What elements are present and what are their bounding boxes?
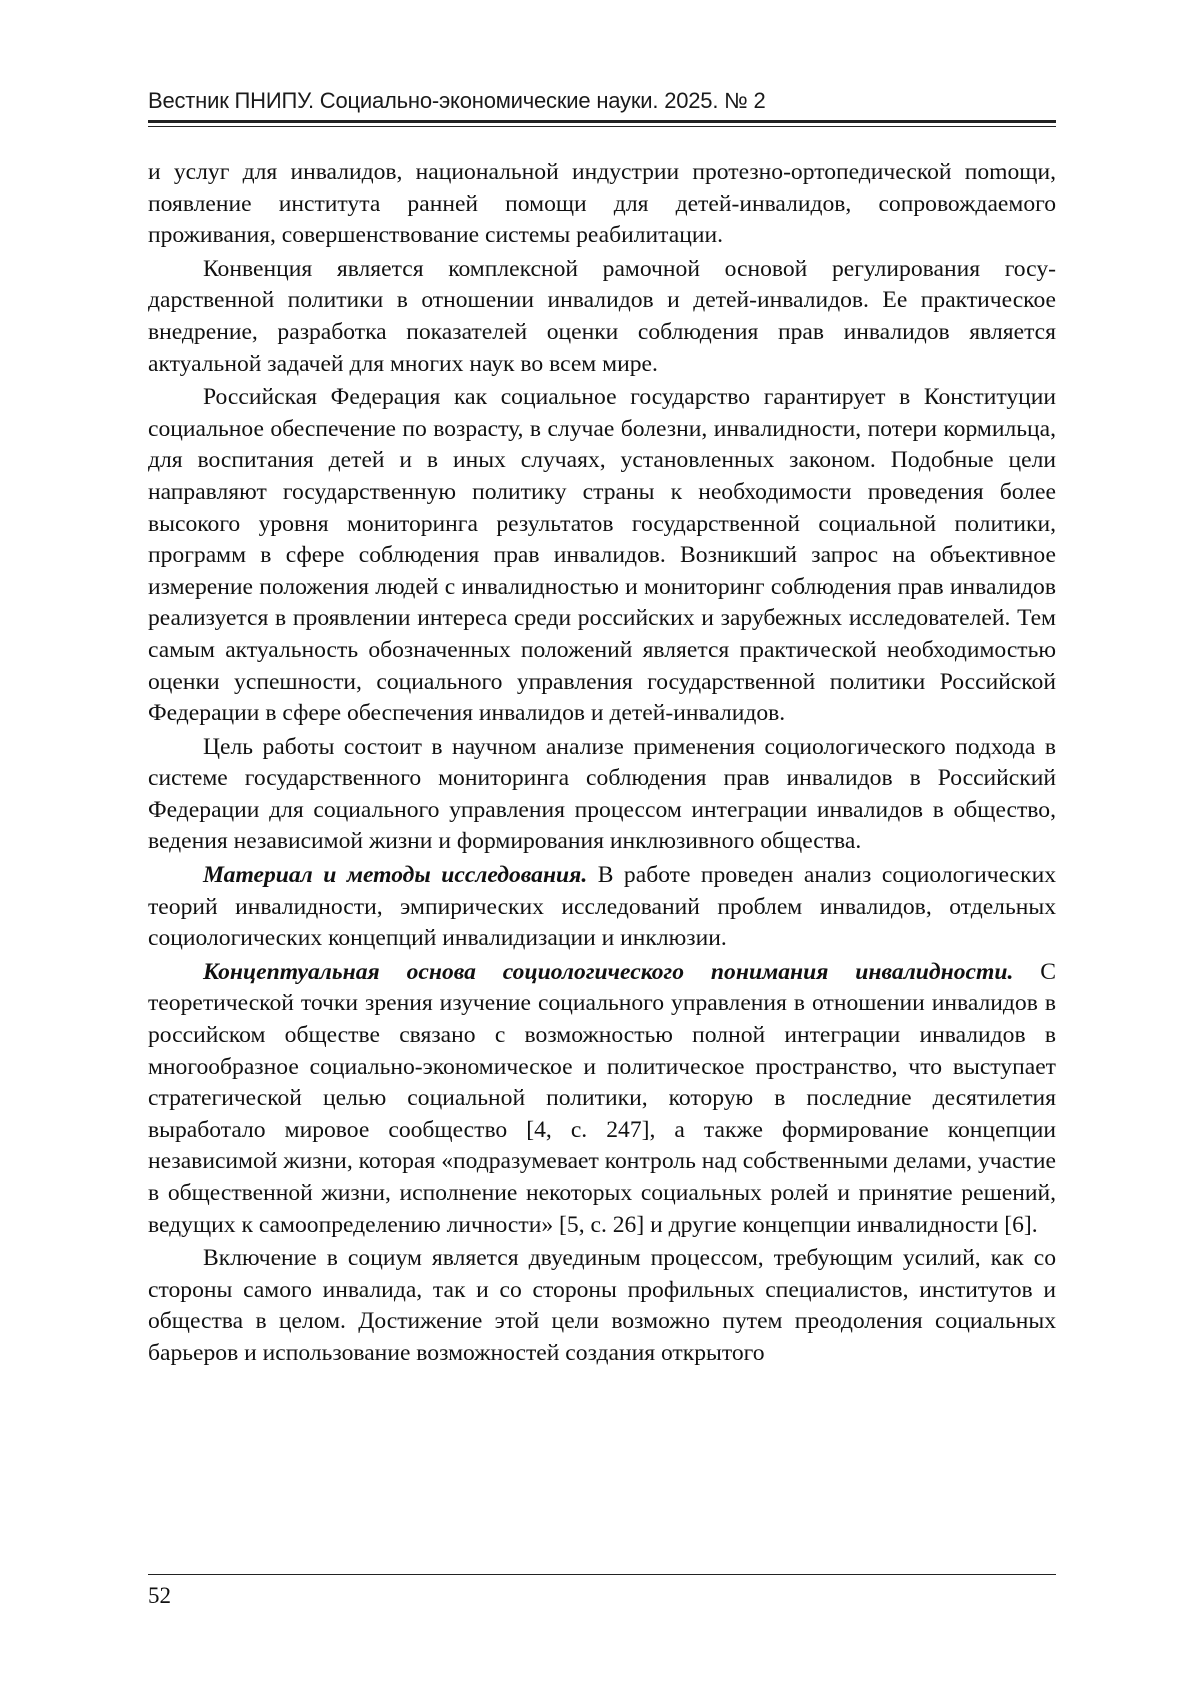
journal-title: Вестник ПНИПУ. Социально-экономические науки. 2025. № 2 <box>148 88 766 113</box>
paragraph-text: С теоретической точки зрения изучение социального управления в отношении инвалидов в российском обществе связано с возможностью полной интеграции инвалидов в многообразное социально-экономическое и политическое пространство, что выступает стратегической целью социальной политики, которую в последние десятилетия выработало мировое сообщество [4, с. 247], а также формирование концепции независимой жизни, которая «подразумевает контроль над собственными делами, участие в общественной жизни, исполнение некоторых социальных ролей и принятие решений, ведущих к самоопределению личности» [5, с. 26] и другие концепции инвалидности [6]. <box>148 958 1056 1238</box>
paragraph-text: Цель работы состоит в научном анализе применения социологического подхода в системе государственного мониторинга соблюдения прав инвалидов в Российский Федерации для социального управления процессом интеграции инвалидов в общество, ведения независимой жизни и формирования инклюзивного общества. <box>148 733 1056 855</box>
paragraph-inclusion <box>148 1243 1056 1369</box>
page-number: 52 <box>148 1583 171 1608</box>
paragraph-methods <box>148 860 1056 955</box>
header-rule-thick <box>148 120 1056 123</box>
paragraph-lead-methods: Материал и методы исследования. <box>203 862 588 889</box>
paragraph-text: и услуг для инвалидов, национальной индустрии протезно-ортопедической поmощи, появление института ранней помощи для детей-инвалидов, сопровождаемого проживания, совершенствование системы реабилитации. <box>148 159 1056 249</box>
article-body <box>148 157 1056 1372</box>
paragraph-constitution <box>148 382 1056 730</box>
paragraph-goal <box>148 732 1056 858</box>
paragraph-text: В работе проведен анализ социологических теорий инвалидности, эмпирических исследований проблем инвалидов, отдельных социологических концепций инвалидизации и инклюзии. <box>148 862 1057 952</box>
paragraph-text: Конвенция является комплексной рамочной основой регулирования государственной политики в отношении инвалидов и детей-инвалидов. Ее практическое внедрение, разработка показателей оценки соблюдения прав инвалидов является актуальной задачей для многих наук во всем мире. <box>148 255 1056 377</box>
paragraph-lead-conceptual: Концептуальная основа социологического понимания инвалидности. <box>203 958 1014 985</box>
paragraph-convention <box>148 254 1056 380</box>
paragraph-continuation <box>148 157 1056 252</box>
header-rule-thin <box>148 126 1056 127</box>
paragraph-text: Российская Федерация как социальное государство гарантирует в Конституции социальное обеспечение по возрасту, в случае болезни, инвалидности, потери кормильца, для воспитания детей и в иных случаях, установленных законом. Подобные цели направляют государственную политику страны к необходимости проведения более высокого уровня мониторинга результатов государственной социальной политики, программ в сфере соблюдения прав инвалидов. Возникший запрос на объективное измерение положения людей с инвалидностью и мониторинг соблюдения прав инвалидов реализуется в проявлении интереса среди российских и зарубежных исследователей. Тем самым актуальность обозначенных положений является практической необходимостью оценки успешности, социального управления государственной политики Российской Федерации в сфере обеспечения инвалидов и детей-инвалидов. <box>148 384 1056 727</box>
paragraph-conceptual-basis <box>148 957 1056 1241</box>
running-header <box>148 88 1056 114</box>
paragraph-text: Включение в социум является двуединым процессом, требующим усилий, как со стороны самого инвалида, так и со стороны профильных специалистов, институтов и общества в целом. Достижение этой цели возможно путем преодоления социальных барьеров и использование возможностей создания открытого <box>148 1245 1056 1366</box>
footer-rule <box>148 1574 1056 1575</box>
